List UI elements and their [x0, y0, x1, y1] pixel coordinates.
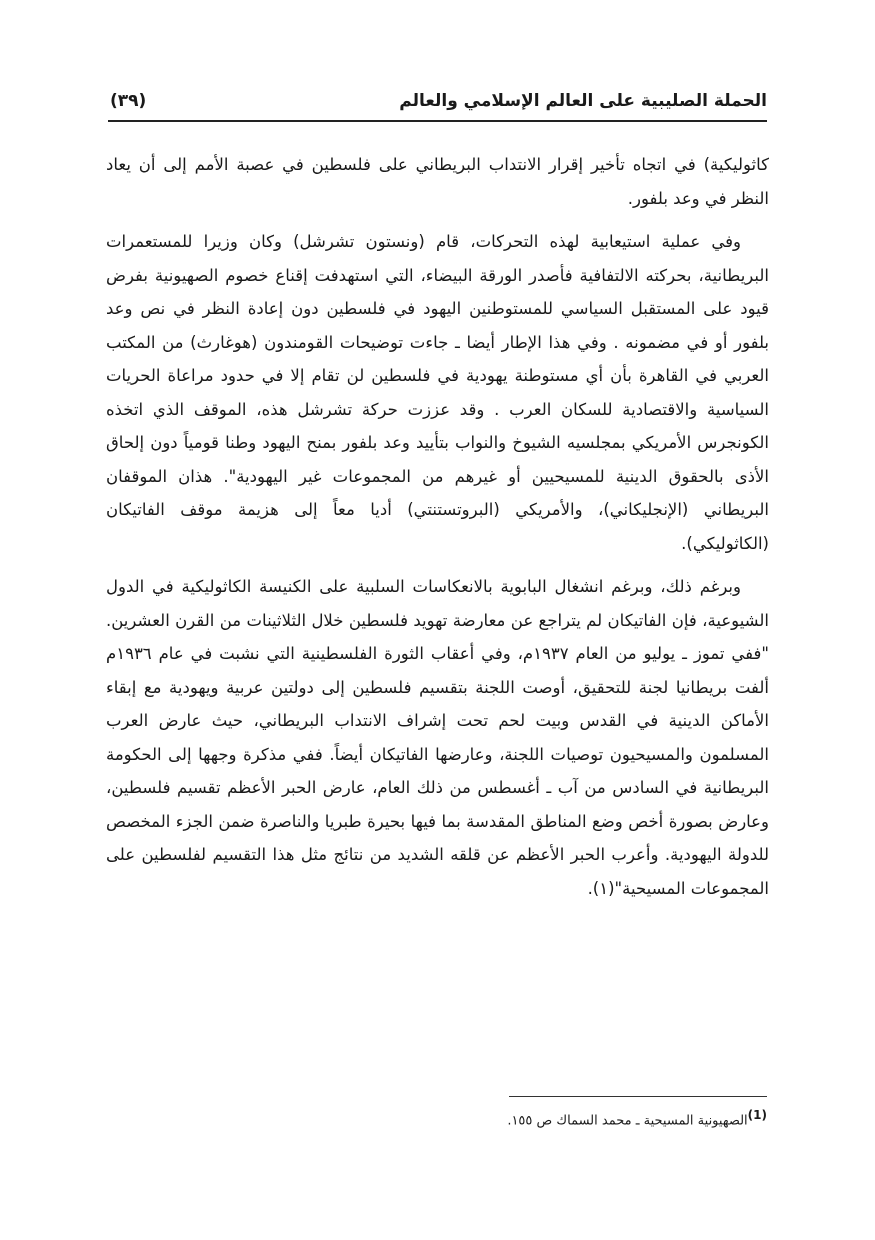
paragraph-1: كاثوليكية) في اتجاه تأخير إقرار الانتداب البريطاني على فلسطين في عصبة الأمم إلى أن يعاد النظر في وعد بلفور. — [106, 155, 769, 208]
header-divider — [108, 120, 767, 122]
running-header — [110, 86, 767, 116]
footnote — [300, 1104, 767, 1132]
footnote-marker: (1) — [747, 1108, 767, 1122]
footnote-text: الصهيونية المسيحية ـ محمد السماك ص ١٥٥. — [507, 1113, 748, 1129]
paragraph-3: وبرغم ذلك، وبرغم انشغال البابوية بالانعكاسات السلبية على الكنيسة الكاثوليكية في الدول الشيوعية، فإن الفاتيكان لم يتراجع عن معارضة تهويد فلسطين خلال الثلاثينات من القرن العشرين. "ففي تموز ـ يوليو من العام ١٩٣٧م، وفي أعقاب الثورة الفلسطينية التي نشبت في عام ١٩٣٦م ألفت بريطانيا لجنة للتحقيق، أوصت اللجنة بتقسيم فلسطين إلى دولتين عربية ويهودية مع إبقاء الأماكن الدينية في القدس وبيت لحم تحت إشراف الانتداب البريطاني، حيث عارض العرب المسلمون والمسيحيون توصيات اللجنة، وعارضها الفاتيكان أيضاً. ففي مذكرة وجهها إلى الحكومة البريطانية في السادس من آب ـ أغسطس من ذلك العام، عارض الحبر الأعظم تقسيم فلسطين، وعارض بصورة أخص وضع المناطق المقدسة بما فيها بحيرة طبريا والناصرة ضمن الجزء المخصص للدولة اليهودية. وأعرب الحبر الأعظم عن قلقه الشديد من نتائج مثل هذا التقسيم لفلسطين على المجموعات المسيحية"(١). — [106, 577, 769, 898]
paragraph-2: وفي عملية استيعابية لهذه التحركات، قام (ونستون تشرشل) وكان وزيرا للمستعمرات البريطانية، بحركته الالتفافية فأصدر الورقة البيضاء، التي استهدفت إقناع خصوم الصهيونية بفرض قيود على المستقبل السياسي للمستوطنين اليهود في فلسطين دون إعادة النظر في نص وعد بلفور أو في مضمونه . وفي هذا الإطار أيضا ـ جاءت توضيحات القومندون (هوغارث) من المكتب العربي في القاهرة بأن أي مستوطنة يهودية في فلسطين لن تقام إلا في حدود مراعاة الحريات السياسية والاقتصادية للسكان العرب . وقد عززت حركة تشرشل هذه، الموقف الذي اتخذه الكونجرس الأمريكي بمجلسيه الشيوخ والنواب بتأييد وعد بلفور بمنح اليهود وطنا قومياً دون إلحاق الأذى بالحقوق الدينية للمسيحيين أو غيرهم من المجموعات غير اليهودية". هذان الموقفان البريطاني (الإنجليكاني)، والأمريكي (البروتستنتي) أديا معاً إلى هزيمة موقف الفاتيكان (الكاثوليكي). — [106, 232, 769, 553]
running-title: الحملة الصليبية على العالم الإسلامي والعالم — [399, 91, 767, 111]
page-number: (٣٩) — [110, 91, 147, 111]
body-text — [106, 148, 769, 915]
footnote-divider — [509, 1096, 767, 1097]
